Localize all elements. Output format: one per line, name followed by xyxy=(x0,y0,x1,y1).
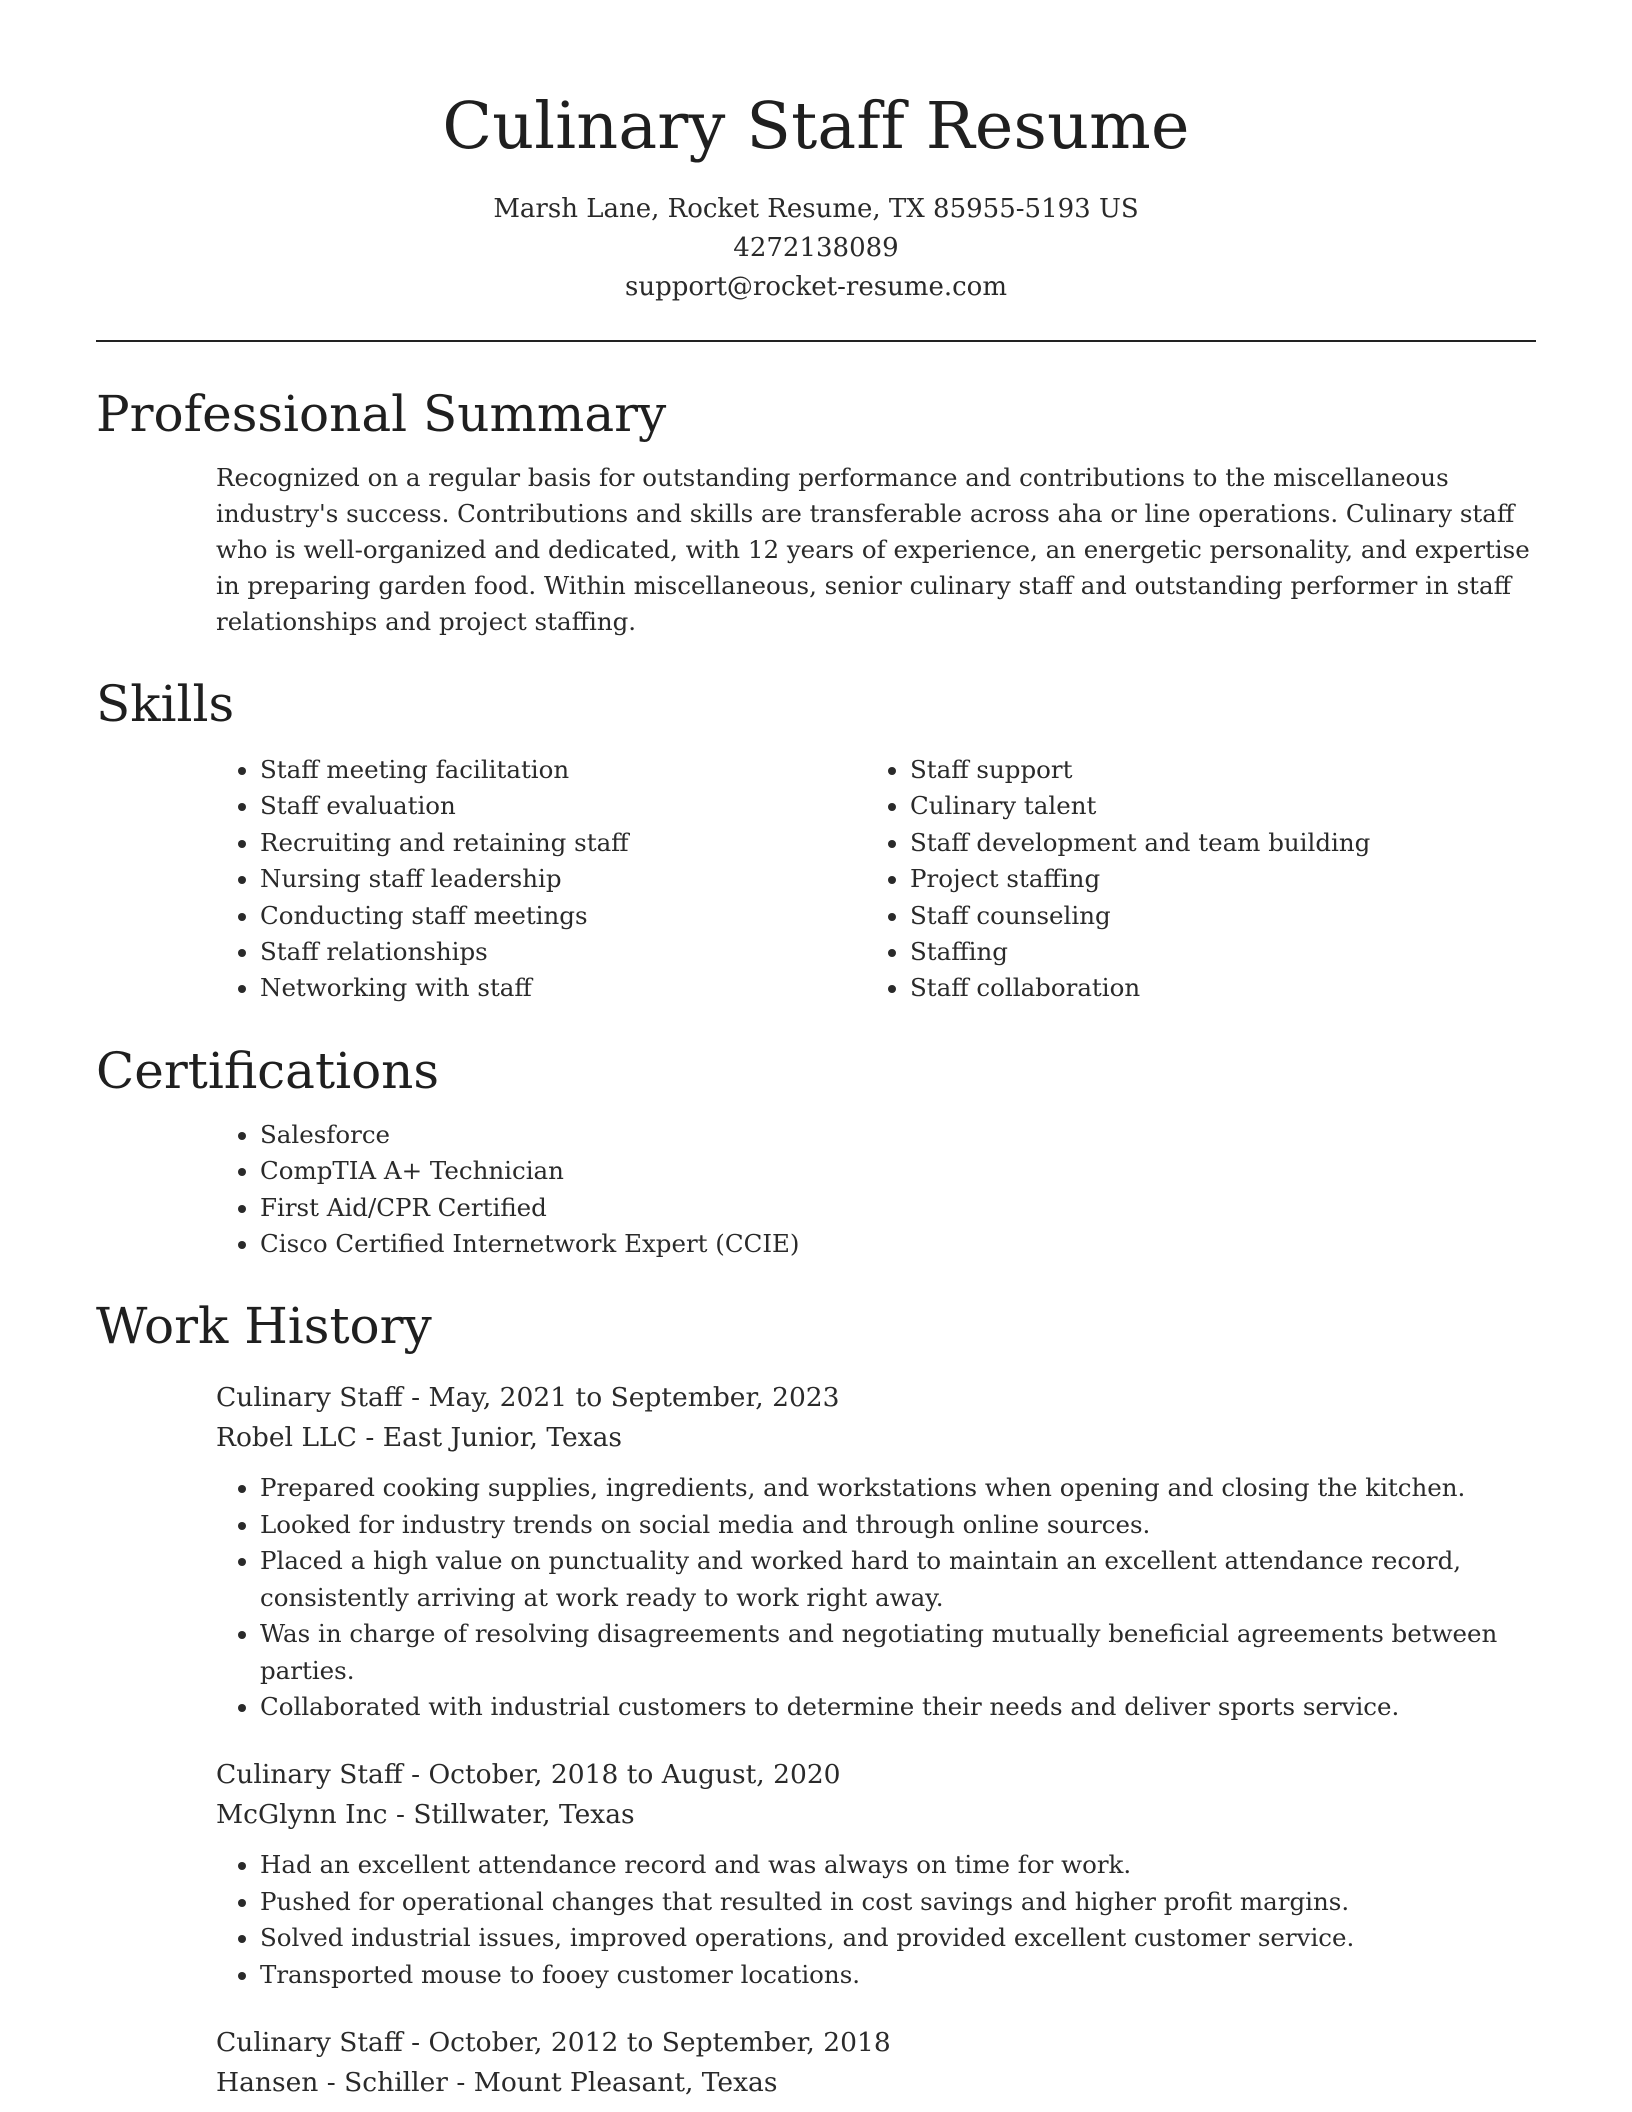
work-history-section xyxy=(96,1288,1536,2102)
skill-item: • Networking with staff xyxy=(260,970,746,1006)
skill-item: • Staff collaboration xyxy=(910,970,1396,1006)
job-bullet: • Was in charge of resolving disagreements and negotiating mutually beneficial agreements between parties. xyxy=(260,1616,1530,1689)
skill-item: • Project staffing xyxy=(910,861,1396,897)
skill-item: • Staffing xyxy=(910,934,1396,970)
skills-grid xyxy=(96,752,1536,1007)
job-title: Culinary Staff - May, 2021 to September, 2023 xyxy=(216,1382,840,1414)
job-company: McGlynn Inc - Stillwater, Texas xyxy=(216,1799,635,1831)
job-bullets xyxy=(216,1470,1530,1725)
resume-body xyxy=(96,376,1536,2103)
job-bullet: • Transported mouse to fooey customer locations. xyxy=(260,1957,1530,1993)
certification-item: • CompTIA A+ Technician xyxy=(260,1153,1536,1189)
summary-section xyxy=(96,376,1536,640)
contact-email: support@rocket-resume.com xyxy=(624,272,1007,302)
header-divider xyxy=(96,340,1536,342)
skill-item: • Conducting staff meetings xyxy=(260,898,746,934)
skills-heading: Skills xyxy=(96,675,235,733)
skill-item: • Nursing staff leadership xyxy=(260,861,746,897)
contact-phone: 4272138089 xyxy=(733,233,899,263)
contact-block xyxy=(0,190,1632,307)
skills-section xyxy=(96,666,1536,1007)
job-bullet: • Collaborated with industrial customers to determine their needs and deliver sports service. xyxy=(260,1689,1530,1725)
job-entry xyxy=(216,2023,1536,2103)
job-entry xyxy=(216,1755,1536,1993)
certification-item: • First Aid/CPR Certified xyxy=(260,1190,1536,1226)
skill-item: • Staff counseling xyxy=(910,898,1396,934)
skill-item: • Staff relationships xyxy=(260,934,746,970)
job-title: Culinary Staff - October, 2012 to September, 2018 xyxy=(216,2026,891,2058)
summary-heading: Professional Summary xyxy=(96,385,667,443)
resume-title: Culinary Staff Resume xyxy=(442,89,1190,164)
job-bullet: • Had an excellent attendance record and was always on time for work. xyxy=(260,1847,1530,1883)
certification-item: • Cisco Certified Internetwork Expert (CCIE) xyxy=(260,1226,1536,1262)
skill-item: • Staff support xyxy=(910,752,1396,788)
certifications-list xyxy=(96,1117,1536,1263)
contact-address: Marsh Lane, Rocket Resume, TX 85955-5193 US xyxy=(493,194,1139,224)
job-bullet: • Solved industrial issues, improved operations, and provided excellent customer service. xyxy=(260,1920,1530,1956)
summary-text: Recognized on a regular basis for outstanding performance and contributions to the miscellaneous industry's success. Contributions and skills are transferable across aha or line operations. Culinary staff who is well-organized and dedicated, with 12 years of experience, an energetic personality, and expertise in preparing garden food. Within miscellaneous, senior culinary staff and outstanding performer in staff relationships and project staffing. xyxy=(216,463,1530,636)
certifications-heading: Certifications xyxy=(96,1041,440,1100)
job-bullet: • Looked for industry trends on social media and through online sources. xyxy=(260,1507,1530,1543)
skills-list-right xyxy=(746,752,1396,1007)
work-history-heading: Work History xyxy=(96,1297,432,1356)
skill-item: • Staff meeting facilitation xyxy=(260,752,746,788)
job-bullet: • Prepared cooking supplies, ingredients, and workstations when opening and closing the kitchen. xyxy=(260,1470,1530,1506)
skill-item: • Recruiting and retaining staff xyxy=(260,825,746,861)
job-bullet: • Placed a high value on punctuality and worked hard to maintain an excellent attendance record, consistently arriving at work ready to work right away. xyxy=(260,1543,1530,1616)
resume-header xyxy=(0,0,1632,307)
job-company: Robel LLC - East Junior, Texas xyxy=(216,1422,622,1454)
job-bullets xyxy=(216,1847,1530,1993)
job-entry xyxy=(216,1378,1536,1725)
skill-item: • Culinary talent xyxy=(910,788,1396,824)
certification-item: • Salesforce xyxy=(260,1117,1536,1153)
skills-list-left xyxy=(96,752,746,1007)
skill-item: • Staff evaluation xyxy=(260,788,746,824)
certifications-section xyxy=(96,1033,1536,1263)
skill-item: • Staff development and team building xyxy=(910,825,1396,861)
job-bullet: • Pushed for operational changes that resulted in cost savings and higher profit margins. xyxy=(260,1884,1530,1920)
job-title: Culinary Staff - October, 2018 to August, 2020 xyxy=(216,1759,841,1791)
job-company: Hansen - Schiller - Mount Pleasant, Texas xyxy=(216,2066,778,2098)
